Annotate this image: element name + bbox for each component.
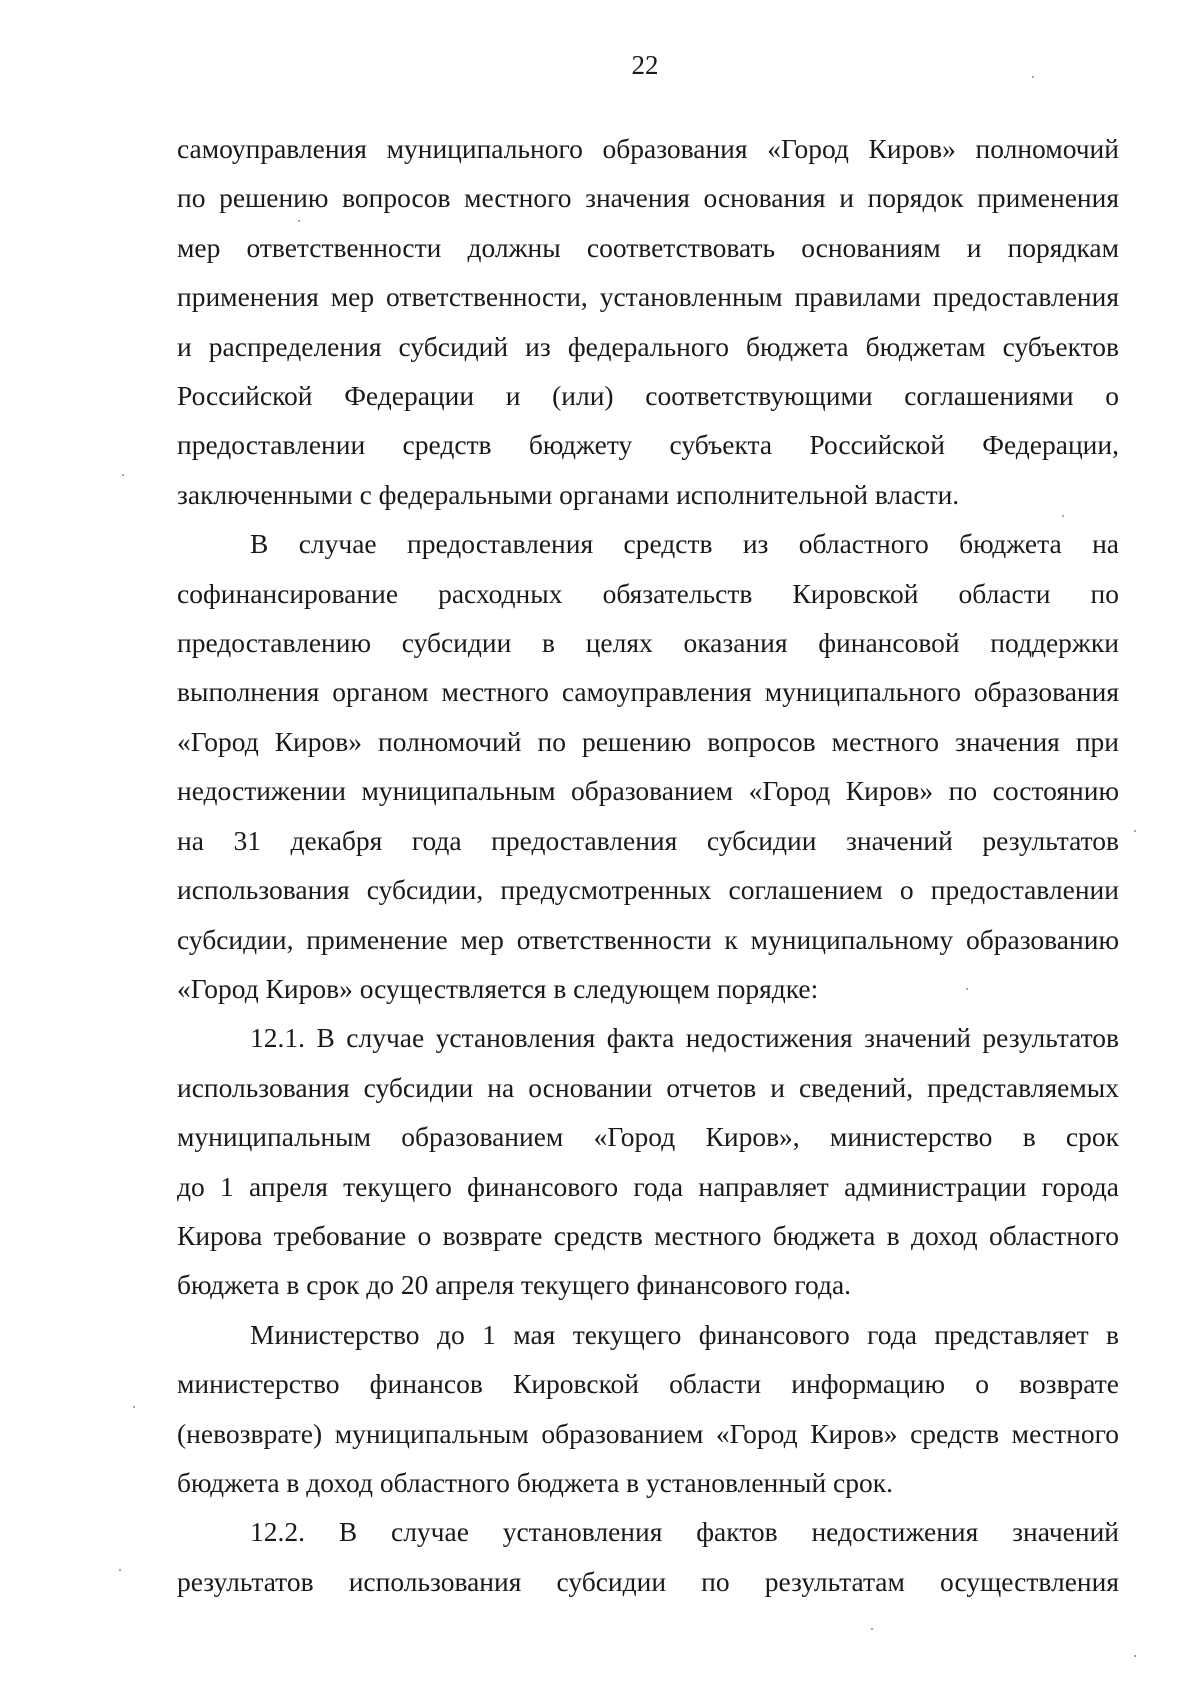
text-line: бюджета в срок до 20 апреля текущего финансового года.	[177, 1269, 852, 1301]
text-line: недостижении муниципальным образованием «Город Киров» по состоянию	[177, 775, 1119, 807]
text-line: 12.1. В случае установления факта недостижения значений результатов	[250, 1022, 1119, 1054]
text-line: бюджета в доход областного бюджета в установленный срок.	[177, 1466, 893, 1498]
text-line: муниципальным образованием «Город Киров», министерство в срок	[177, 1121, 1119, 1153]
text-line: Министерство до 1 мая текущего финансового года представляет в	[250, 1318, 1119, 1350]
scan-speck	[1032, 76, 1034, 78]
text-line: Российской Федерации и (или) соответствующими соглашениями о	[177, 380, 1119, 412]
text-line: Кирова требование о возврате средств местного бюджета в доход областного	[177, 1219, 1119, 1251]
text-line: и распределения субсидий из федерального бюджета бюджетам субъектов	[177, 330, 1119, 362]
text-line: субсидии, применение мер ответственности к муниципальному образованию	[177, 923, 1119, 955]
paragraph-1	[177, 124, 1119, 519]
text-line: выполнения органом местного самоуправления муниципального образования	[177, 676, 1119, 708]
scan-speck	[966, 988, 968, 990]
scan-speck	[1134, 1655, 1136, 1657]
text-line: предоставлению субсидии в целях оказания финансовой поддержки	[177, 627, 1119, 659]
text-line: «Город Киров» полномочий по решению вопросов местного значения при	[177, 725, 1119, 757]
text-line: до 1 апреля текущего финансового года направляет администрации города	[177, 1170, 1119, 1202]
page-number: 22	[631, 50, 659, 80]
scan-speck	[871, 1628, 873, 1630]
scan-speck	[119, 1569, 121, 1571]
text-line: мер ответственности должны соответствовать основаниям и порядкам	[177, 231, 1119, 263]
text-line: В случае предоставления средств из областного бюджета на	[250, 528, 1119, 560]
text-line: самоуправления муниципального образования «Город Киров» полномочий	[177, 133, 1119, 164]
scan-speck	[122, 474, 124, 476]
scan-speck	[133, 1406, 135, 1408]
text-line: результатов использования субсидии по результатам осуществления	[177, 1565, 1119, 1597]
paragraph-2	[177, 519, 1119, 1013]
text-line: на 31 декабря года предоставления субсидии значений результатов	[177, 824, 1119, 856]
text-line: использования субсидии на основании отчетов и сведений, представляемых	[177, 1071, 1119, 1103]
text-line: министерство финансов Кировской области информацию о возврате	[177, 1368, 1119, 1400]
paragraph-3	[177, 1013, 1119, 1309]
text-line: заключенными с федеральными органами исполнительной власти.	[177, 478, 960, 510]
scan-speck	[298, 220, 300, 222]
body-text	[177, 124, 1119, 1606]
text-line: софинансирование расходных обязательств Кировской области по	[177, 577, 1119, 609]
text-line: (невозврате) муниципальным образованием «Город Киров» средств местного	[177, 1417, 1119, 1449]
text-line: 12.2. В случае установления фактов недостижения значений	[250, 1516, 1119, 1548]
scan-speck	[1062, 515, 1064, 517]
text-line: предоставлении средств бюджету субъекта Российской Федерации,	[177, 429, 1119, 461]
text-line: «Город Киров» осуществляется в следующем порядке:	[177, 972, 819, 1004]
scan-speck	[1134, 830, 1136, 832]
text-line: по решению вопросов местного значения основания и порядок применения	[177, 182, 1119, 214]
text-line: применения мер ответственности, установленным правилами предоставления	[177, 281, 1119, 313]
paragraph-5	[177, 1507, 1119, 1606]
paragraph-4	[177, 1310, 1119, 1508]
text-line: использования субсидии, предусмотренных соглашением о предоставлении	[177, 874, 1119, 906]
